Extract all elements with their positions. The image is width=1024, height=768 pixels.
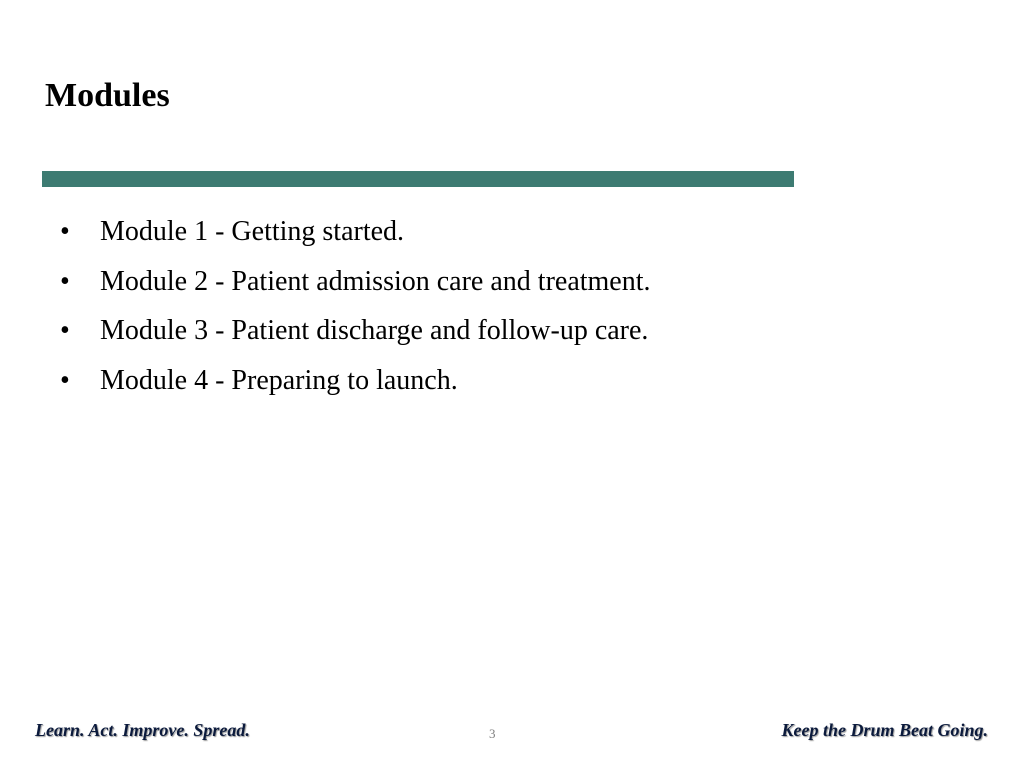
title-divider-bar	[42, 171, 794, 187]
bullet-icon: •	[60, 315, 70, 346]
footer-tagline-left: Learn. Act. Improve. Spread.	[35, 720, 250, 740]
bullet-icon: •	[60, 216, 70, 247]
page-number: 3	[489, 726, 496, 741]
footer-tagline-right: Keep the Drum Beat Going.	[781, 720, 988, 740]
bullet-icon: •	[60, 265, 70, 297]
list-item-text: Module 3 - Patient discharge and follow-up care.	[100, 315, 649, 346]
list-item-text: Module 2 - Patient admission care and treatment.	[100, 265, 651, 297]
slide-title: Modules	[45, 77, 170, 114]
list-item-text: Module 1 - Getting started.	[100, 216, 405, 247]
bullet-icon: •	[60, 364, 70, 396]
list-item-text: Module 4 - Preparing to launch.	[100, 364, 458, 396]
